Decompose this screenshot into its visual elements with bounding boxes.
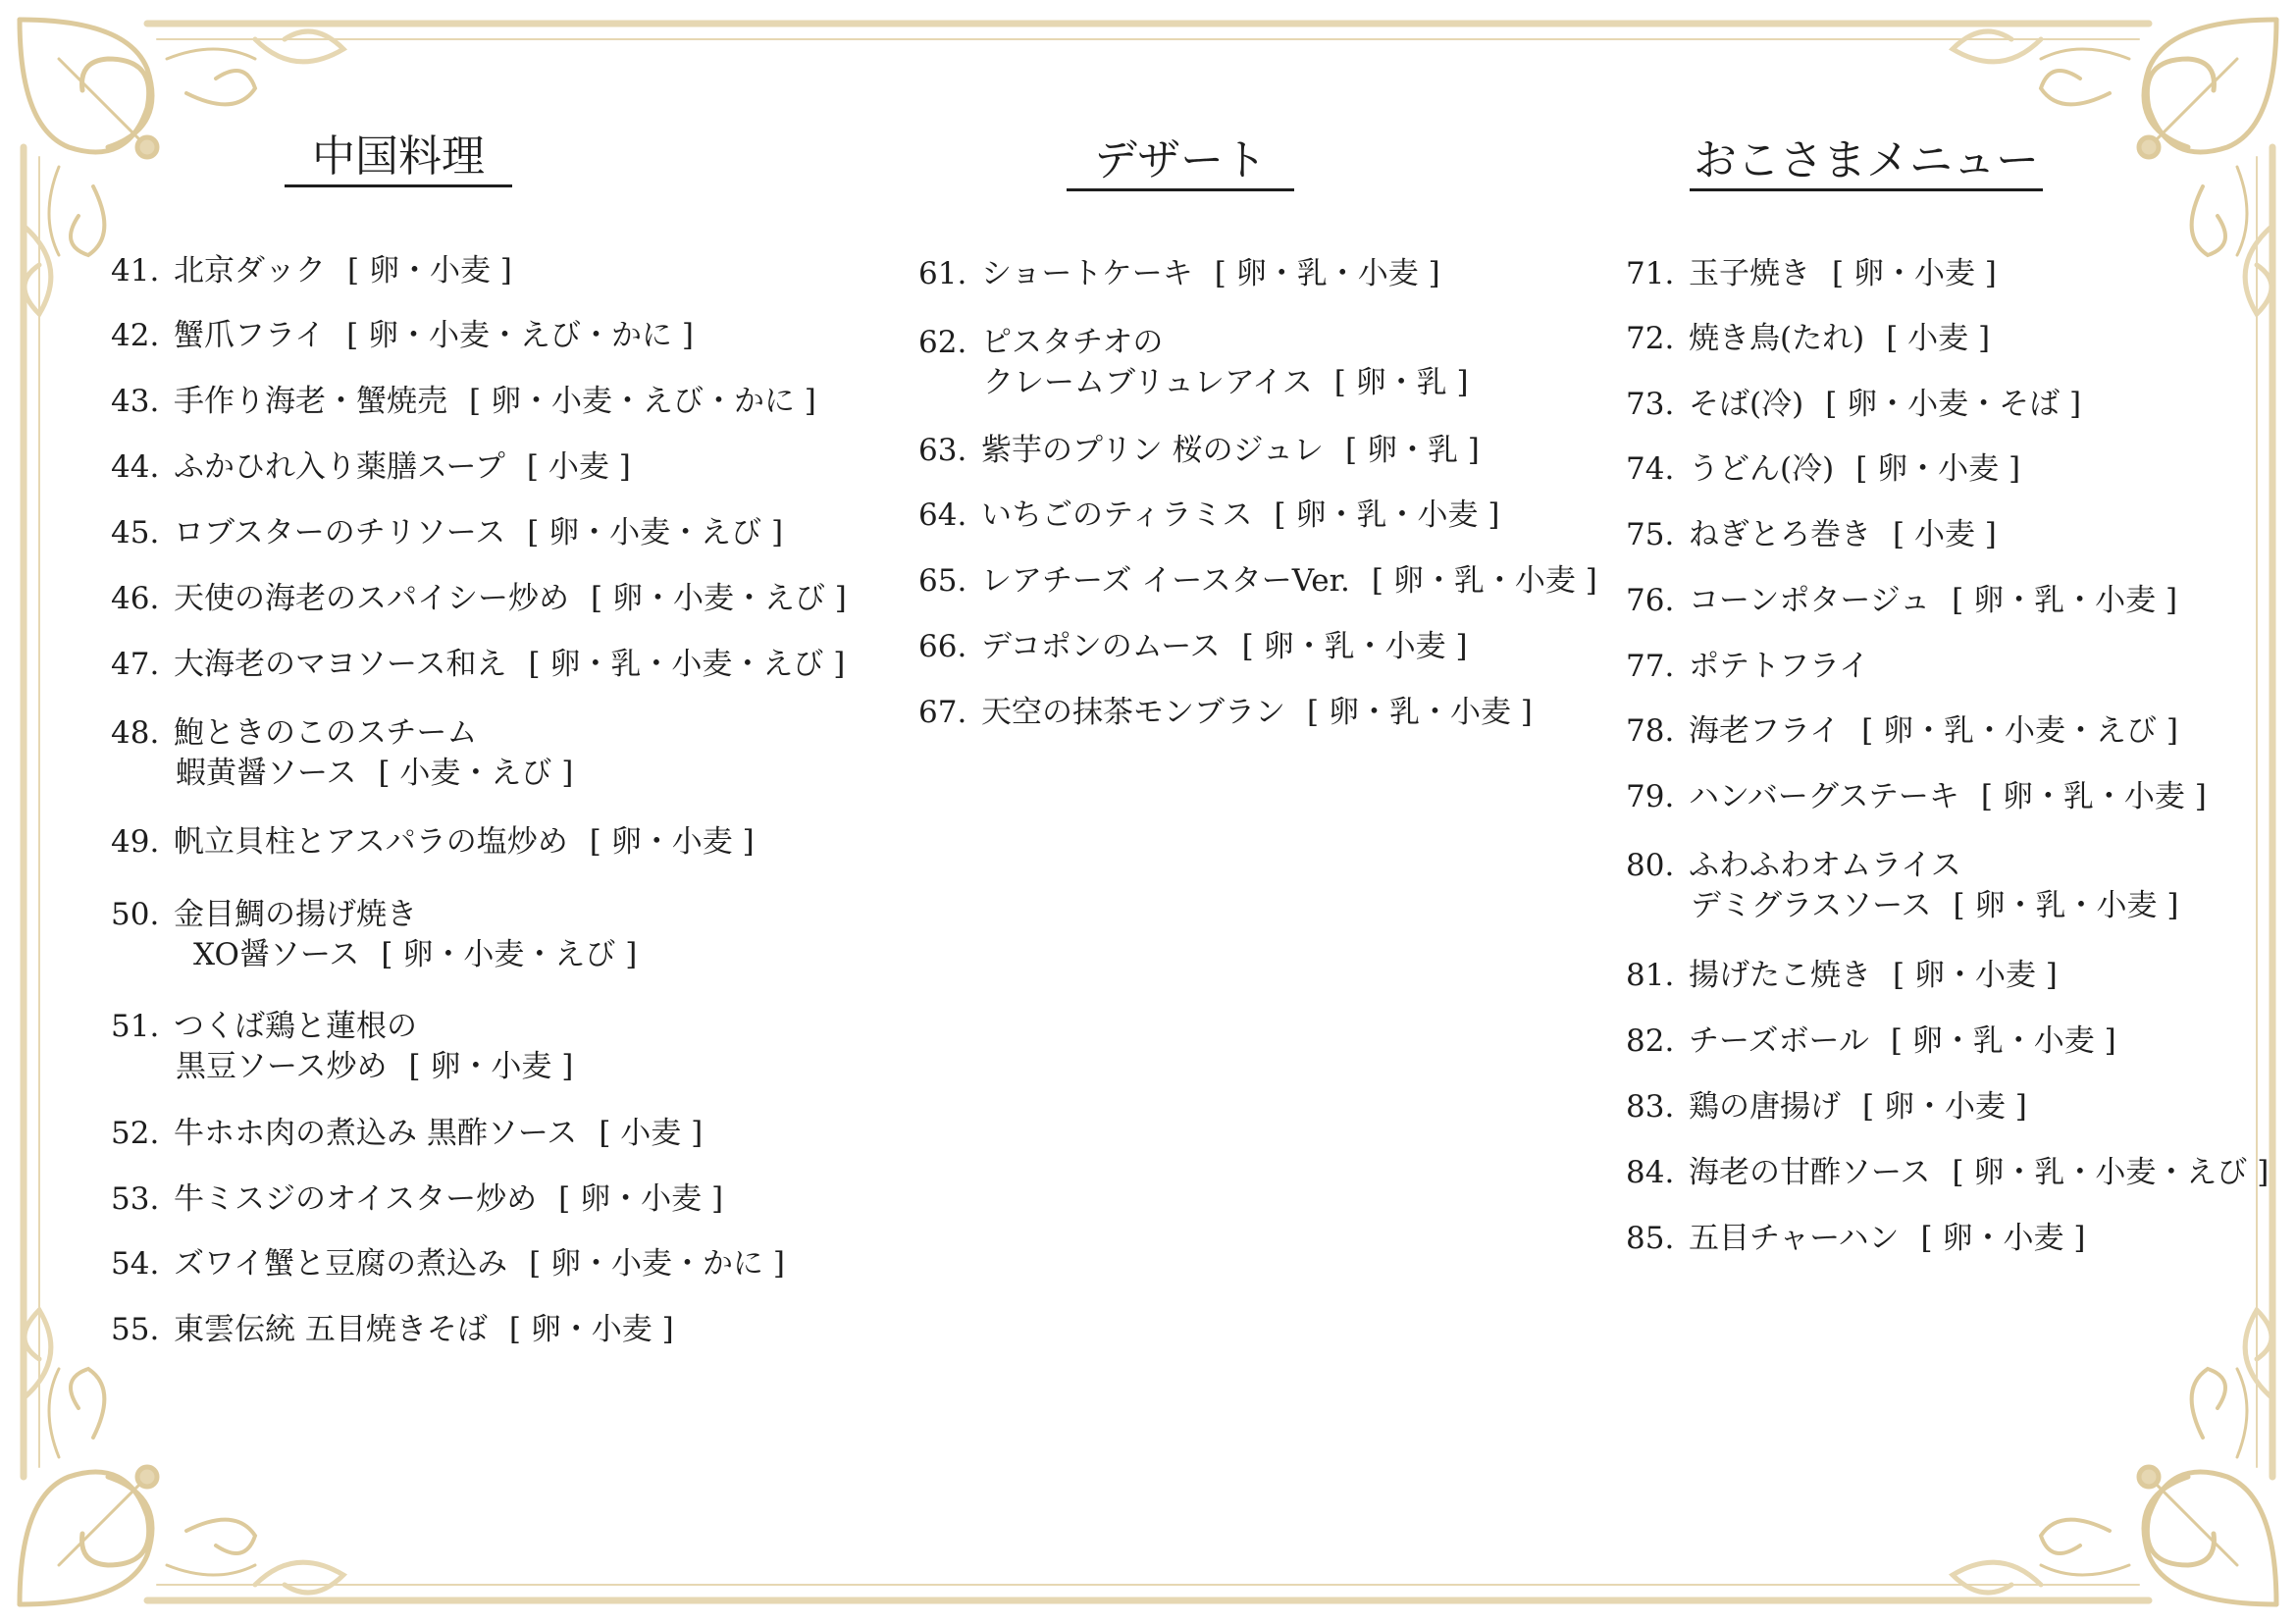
menu-item-75: 75. ねぎとろ巻き [ 小麦 ] xyxy=(1626,517,1997,552)
menu-item-79: 79. ハンバーグステーキ [ 卵・乳・小麦 ] xyxy=(1626,779,2207,814)
menu-item-64: 64. いちごのティラミス [ 卵・乳・小麦 ] xyxy=(918,498,1500,533)
menu-item-76: 76. コーンポタージュ [ 卵・乳・小麦 ] xyxy=(1626,583,2178,618)
section-title-kids: おこさまメニュー xyxy=(1690,139,2043,191)
menu-item-85: 85. 五目チャーハン [ 卵・小麦 ] xyxy=(1626,1221,2086,1256)
menu-item-63: 63. 紫芋のプリン 桜のジュレ [ 卵・乳 ] xyxy=(918,433,1480,468)
menu-item-81: 81. 揚げたこ焼き [ 卵・小麦 ] xyxy=(1626,958,2058,993)
menu-item-49: 49. 帆立貝柱とアスパラの塩炒め [ 卵・小麦 ] xyxy=(111,824,755,860)
menu-item-52: 52. 牛ホホ肉の煮込み 黒酢ソース [ 小麦 ] xyxy=(111,1116,704,1151)
menu-item-45: 45. ロブスターのチリソース [ 卵・小麦・えび ] xyxy=(111,515,784,550)
menu-item-78: 78. 海老フライ [ 卵・乳・小麦・えび ] xyxy=(1626,713,2178,749)
section-title-chinese: 中国料理 xyxy=(285,135,512,187)
menu-item-71: 71. 玉子焼き [ 卵・小麦 ] xyxy=(1626,256,1997,291)
menu-item-74: 74. うどん(冷) [ 卵・小麦 ] xyxy=(1626,451,2021,487)
menu-item-82: 82. チーズボール [ 卵・乳・小麦 ] xyxy=(1626,1023,2116,1059)
menu-item-67: 67. 天空の抹茶モンブラン [ 卵・乳・小麦 ] xyxy=(918,695,1533,730)
menu-item-80: 80. ふわふわオムライス デミグラスソース [ 卵・乳・小麦 ] xyxy=(1626,848,2179,923)
menu-item-55: 55. 東雲伝統 五目焼きそば [ 卵・小麦 ] xyxy=(111,1312,674,1347)
menu-item-50: 50. 金目鯛の揚げ焼き XO醤ソース [ 卵・小麦・えび ] xyxy=(111,897,638,972)
menu-item-66: 66. デコポンのムース [ 卵・乳・小麦 ] xyxy=(918,629,1468,664)
menu-item-65: 65. レアチーズ イースターVer. [ 卵・乳・小麦 ] xyxy=(918,563,1597,599)
menu-item-62: 62. ピスタチオの クレームブリュレアイス [ 卵・乳 ] xyxy=(918,325,1469,400)
menu-item-53: 53. 牛ミスジのオイスター炒め [ 卵・小麦 ] xyxy=(111,1181,724,1217)
menu-item-83: 83. 鶏の唐揚げ [ 卵・小麦 ] xyxy=(1626,1089,2027,1125)
menu-item-61: 61. ショートケーキ [ 卵・乳・小麦 ] xyxy=(918,256,1440,291)
section-title-dessert: デザート xyxy=(1067,139,1294,191)
menu-item-48: 48. 鮑ときのこのスチーム 蝦黄醤ソース [ 小麦・えび ] xyxy=(111,715,574,791)
menu-item-44: 44. ふかひれ入り薬膳スープ [ 小麦 ] xyxy=(111,449,631,485)
menu-item-43: 43. 手作り海老・蟹焼売 [ 卵・小麦・えび・かに ] xyxy=(111,384,816,419)
menu-item-51: 51. つくば鶏と蓮根の 黒豆ソース炒め [ 卵・小麦 ] xyxy=(111,1009,574,1084)
menu-item-41: 41. 北京ダック [ 卵・小麦 ] xyxy=(111,253,512,288)
menu-item-47: 47. 大海老のマヨソース和え [ 卵・乳・小麦・えび ] xyxy=(111,647,846,682)
menu-item-84: 84. 海老の甘酢ソース [ 卵・乳・小麦・えび ] xyxy=(1626,1155,2270,1190)
menu-item-73: 73. そば(冷) [ 卵・小麦・そば ] xyxy=(1626,387,2082,422)
menu-item-54: 54. ズワイ蟹と豆腐の煮込み [ 卵・小麦・かに ] xyxy=(111,1246,785,1282)
menu-item-77: 77. ポテトフライ xyxy=(1626,649,1870,684)
menu-item-46: 46. 天使の海老のスパイシー炒め [ 卵・小麦・えび ] xyxy=(111,581,847,616)
menu-item-72: 72. 焼き鳥(たれ) [ 小麦 ] xyxy=(1626,321,1991,356)
menu-item-42: 42. 蟹爪フライ [ 卵・小麦・えび・かに ] xyxy=(111,318,694,353)
